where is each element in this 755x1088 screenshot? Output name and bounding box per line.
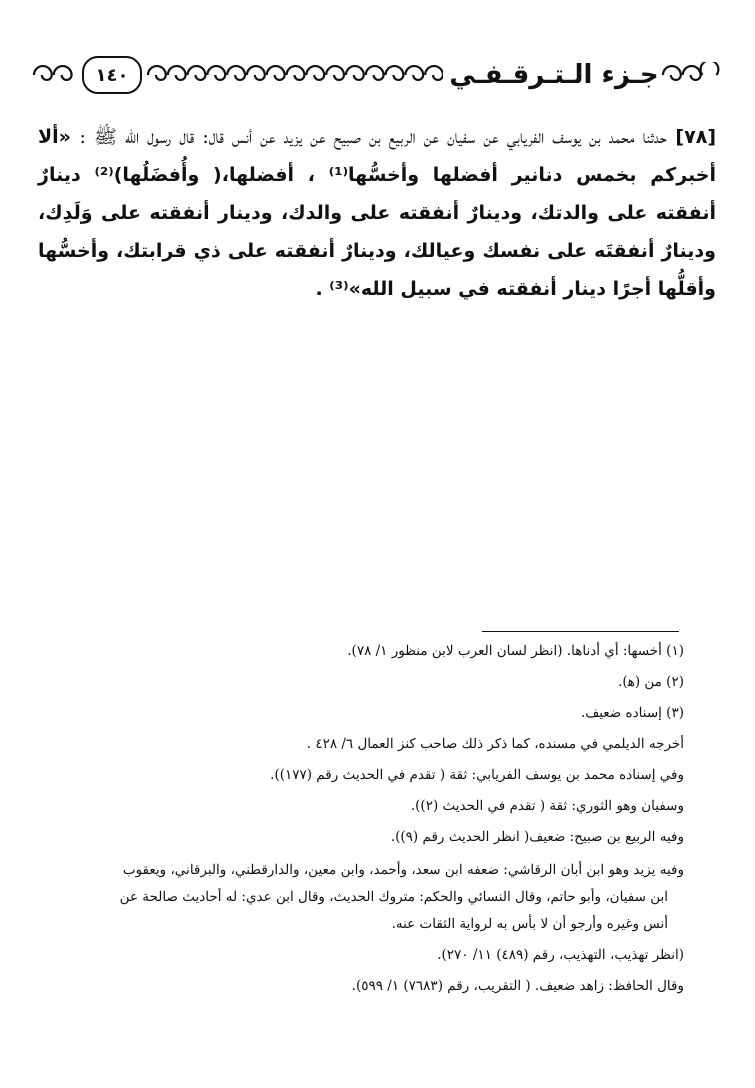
footnotes (38, 636, 684, 1002)
ornament-band-icon (146, 62, 443, 88)
header-title: جـزء الـتـرقـفـي (449, 60, 659, 90)
hadith-matn: «ألا أخبركم بخمس دنانير أفضلها وأخسُّها⁽¹⁾ ، أفضلها،( وأُفضَلُها)⁽²⁾ دينارٌ أنفقته على والدتك، ودينارٌ أنفقته على والدك، ودينار أنفقته على وَلَدِك، ودينارٌ أنفقتَه على نفسك وعيالك، ودينارٌ أنفقته على ذي قرابتك، وأخسُّها وأقلُّها أجرًا دينار أنفقته في سبيل الله»⁽³⁾ . (38, 126, 716, 300)
footnote-tahdhib: (انظر تهذيب، التهذيب، رقم (٤٨٩) ١١/ ٢٧٠). (437, 947, 684, 963)
hadith-number: [٧٨] (675, 126, 716, 148)
running-header (30, 54, 720, 96)
hadith-text (38, 118, 716, 308)
footnote-sufyan: وسفيان وهو الثوري: ثقة ( تقدم في الحديث (٢)). (410, 798, 684, 814)
hadith-isnad: حدثنا محمد بن يوسف الفريابي عن سفيان عن الربيع بن صبيح عن يزيد عن أنس قال: قال رسول الله ﷺ : (79, 126, 667, 148)
footnote-faryabi: وفي إسناده محمد بن يوسف الفريابي: ثقة ( تقدم في الحديث رقم (١٧٧)). (270, 767, 684, 783)
footnote-yazid-line-1: وفيه يزيد وهو ابن أبان الرقاشي: ضعفه ابن سعد، وأحمد، وابن معين، والدارقطني، والبرقاني، ويعقوب (122, 862, 684, 878)
footnote-separator (482, 631, 679, 632)
footnote-yazid-line-2: ابن سفيان، وأبو حاتم، وقال النسائي والحكم: متروك الحديث، وقال ابن عدي: له أحاديث صالحة عن (119, 889, 668, 905)
ornament-right-icon (659, 62, 720, 88)
footnote-yazid (38, 857, 684, 938)
footnote-hafiz: وقال الحافظ: زاهد ضعيف. ( التقريب، رقم (٧٦٨٣) ١/ ٥٩٩). (351, 978, 684, 994)
footnote-yazid-line-3: أنس وغيره وأرجو أن لا بأس به لرواية الثقات عنه. (391, 916, 668, 932)
footnote-3: (٣) إسناده ضعيف. (580, 705, 684, 721)
footnote-2: (٢) من (ﻫ). (618, 674, 684, 690)
footnote-takhrij: أخرجه الديلمي في مسنده، كما ذكر ذلك صاحب كنز العمال ٦/ ٤٢٨ . (306, 736, 684, 752)
ornament-left-icon (30, 62, 78, 88)
page-number: ١٤٠ (82, 56, 143, 94)
footnote-rabi: وفيه الربيع بن صبيح: ضعيف( انظر الحديث رقم (٩)). (390, 829, 684, 845)
footnote-1: (١) أخسها: أي أدناها. (انظر لسان العرب لابن منظور ١/ ٧٨). (347, 643, 684, 659)
